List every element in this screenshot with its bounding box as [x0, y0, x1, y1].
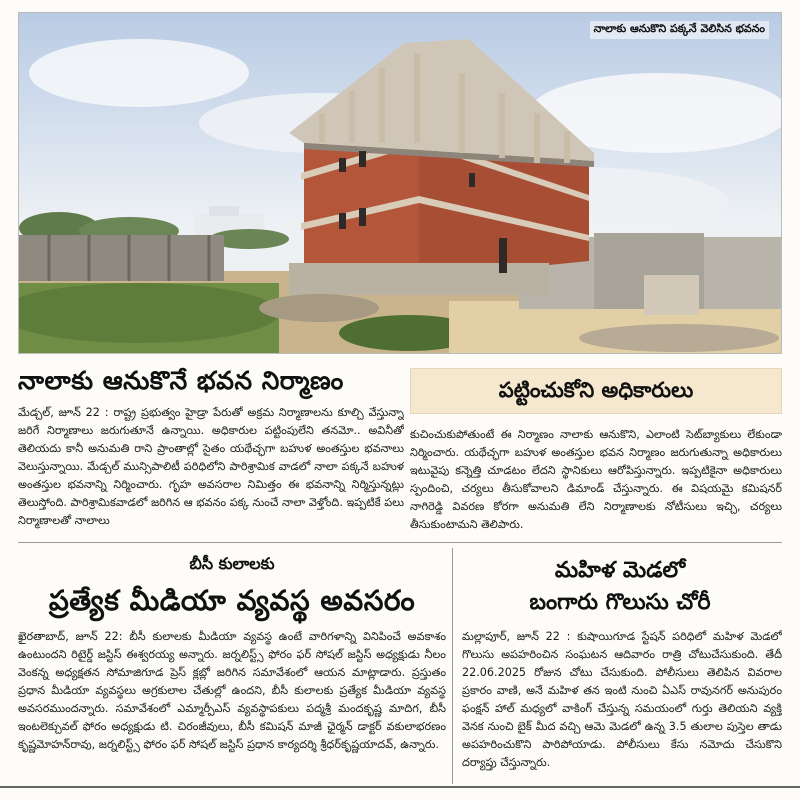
section-divider — [18, 542, 782, 543]
article1-subheadline-box — [410, 368, 782, 414]
column-divider — [452, 548, 453, 784]
article1-headline: నాలాకు ఆనుకొనే భవన నిర్మాణం — [18, 366, 344, 395]
building-photo — [18, 12, 782, 354]
building-photo-illustration — [19, 13, 782, 354]
article1-body-col2: కుచించుకుపోతుంటే ఈ నిర్మాణం నాలాకు ఆనుకొని, ఎలాంటి సెట్‌బ్యాకులు లేకుండా నిర్మించారు. యథేచ్ఛగా బహుళ అంతస్తుల భవన నిర్మాణం జరుగుతున్నా అధికారులు ఇటువైపు కన్నెత్తి చూడటం లేదని స్థానికులు ఆరోపిస్తున్నారు. ఇప్పటికైనా అధికారులు స్పందించి, చర్యలు తీసుకోవాలని డిమాండ్ చేస్తున్నారు. ఈ విషయమై కమిషనర్ నాగిరెడ్డి వివరణ కోరగా అనుమతి లేని నిర్మాణాలకు నోటీసులు ఇచ్చి, చర్యలు తీసుకుంటామని తెలిపారు. — [410, 428, 782, 531]
photo-caption: నాలాకు ఆనుకొని పక్కనే వెలిసిన భవనం — [590, 21, 769, 39]
article1-subheadline: పట్టించుకోని అధికారులు — [498, 378, 694, 402]
article2-kicker: బీసీ కులాలకు — [189, 554, 275, 573]
article2-headline: ప్రత్యేక మీడియా వ్యవస్థ అవసరం — [48, 584, 416, 617]
article3-body: మల్లాపూర్, జూన్ 22 : కుషాయిగూడ స్టేషన్ పరిధిలో మహిళ మెడలో గొలుసు అపహరించిన సంఘటన ఆదివారం రాత్రి చోటుచేసుకుంది. తేదీ 22.06.2025 రోజున చోటు చేసుకుంది. పోలీసులు తెలిపిన వివరాల ప్రకారం వాణి, అనే మహిళ తన ఇంటి నుంచి ఏఎస్ రావునగర్ అనుపురం ఫంక్షన్ హాల్ మధ్యలో వాకింగ్ చేస్తున్న సమయంలో గుర్తు తెలియని వ్యక్తి వెనక నుంచి బైక్ మీద వచ్చి ఆమె మెడలో ఉన్న 3.5 తులాల పుస్తెల తాడు అపహరించుకొని పారిపోయాడు. పోలీసులు కేసు నమోదు చేసుకొని దర్యాప్తు చేస్తున్నారు. — [462, 630, 782, 769]
article3-headline-line1: మహిళ మెడలో — [554, 558, 686, 583]
article2-body: ఖైరతాబాద్, జూన్ 22: బీసీ కులాలకు మీడియా వ్యవస్థ ఉంటే వారిగళాన్ని వినిపించే అవకాశం ఉంటుందని రిటైర్డ్ జస్టిస్ ఈశ్వరయ్య అన్నారు. జర్నలిస్ట్స్ ఫోరం ఫర్ సోషల్ జస్టిస్ అధ్యక్షుడు నీలం వెంకన్న అధ్యక్షతన సోమాజిగూడ ప్రెస్ క్లబ్లో జరిగిన సమావేశంలో ఆయన మాట్లాడారు. ప్రస్తుతం ప్రధాన మీడియా వ్యవస్థలు అగ్రకులాల చేతుల్లో ఉందని, బీసీ కులాలకు ప్రత్యేక మీడియా వ్యవస్థ అవసరముందన్నారు. సమావేశంలో ఎమ్మార్పీఎస్ వ్యవస్థాపకులు పద్మశ్రీ మందకృష్ణ మాదిగ, బీసీ ఇంటలెక్చువల్ ఫోరం అధ్యక్షుడు టి. చిరంజీవులు, బీసీ కమిషన్ మాజీ ఛైర్మన్ డాక్టర్ వకులాభరణం కృష్ణమోహన్‌రావు, జర్నలిస్ట్స్ ఫోరం ఫర్ సోషల్ జస్టిస్ ప్రధాన కార్యదర్శి శ్రీధర్‌కృష్ణయాదవ్, ఉన్నారు. — [18, 630, 446, 751]
article3-headline-line2: బంగారు గొలుసు చోరీ — [529, 590, 711, 615]
article1-body-col1: మేడ్చల్, జూన్ 22 : రాష్ట్ర ప్రభుత్వం హైడ్రా పేరుతో అక్రమ నిర్మాణాలను కూల్చి వేస్తున్నా జరిగే నిర్మాణాలు జరుగుతూనే ఉన్నాయి. అధికారుల పట్టింపులేని తనమో.. అవినీతో తెలియదు కానీ అనుమతి రాని ప్రాంతాల్లో సైతం యథేచ్ఛగా బహుళ అంతస్తుల భవనాలు వెలుస్తున్నాయి. మేడ్చల్ మున్సిపాలిటీ పరిధిలోని పారిశ్రామిక వాడలో నాలా పక్కనే బహుళ అంతస్తుల భవనాన్ని నిర్మించారు. గృహ అవసరాల నిమిత్తం ఈ భవనాన్ని నిర్మిస్తున్నట్లు తెలుస్తోంది. పారిశ్రామికవాడలో జరిగిన ఆ భవనం పక్క నుంచే నాలా వెళ్తోంది. ఇప్పటికే పలు నిర్మాణాలతో నాలాలు — [18, 406, 404, 527]
page-bottom-rule — [0, 786, 800, 788]
